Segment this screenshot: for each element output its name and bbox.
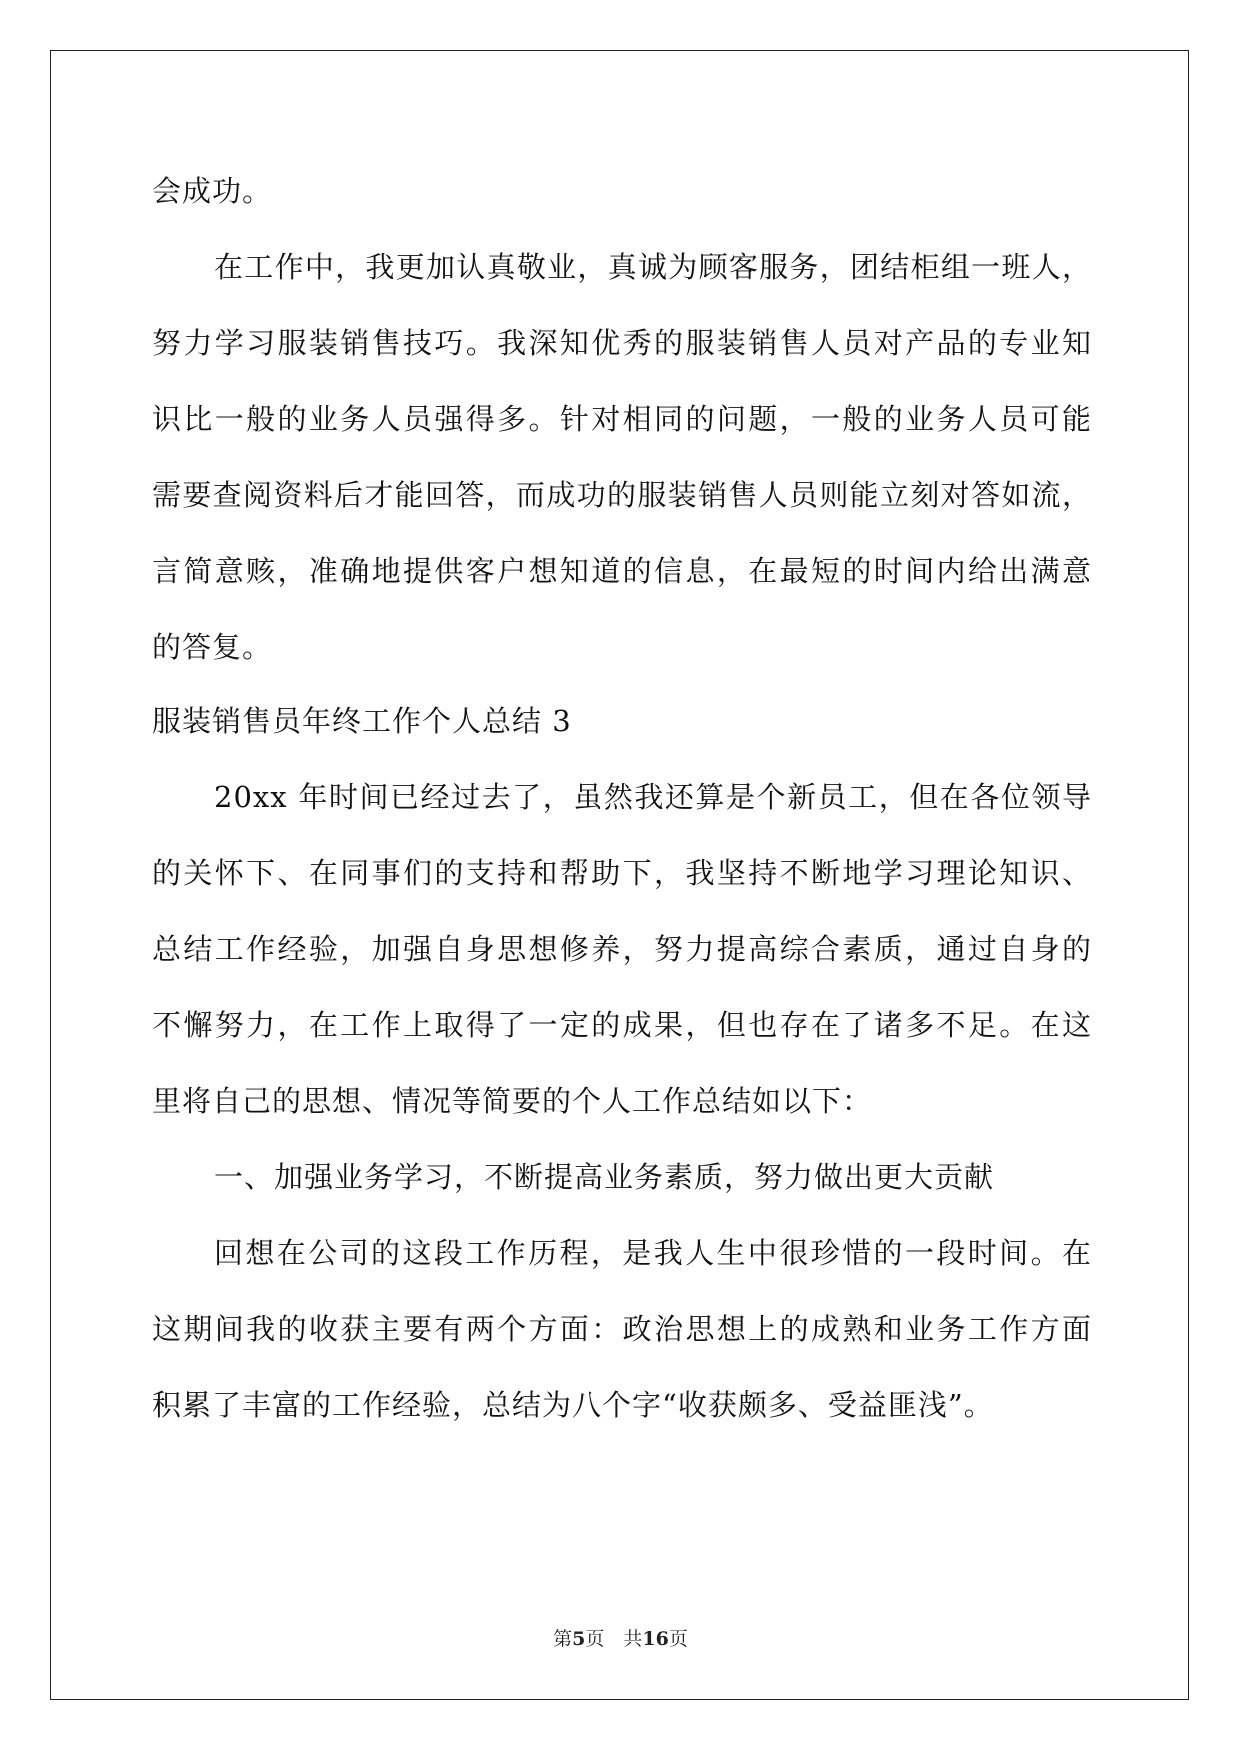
sub-heading: 一、加强业务学习，不断提高业务素质，努力做出更大贡献 <box>214 1160 995 1194</box>
footer-prefix: 第 <box>553 1628 573 1650</box>
page-footer <box>0 1627 1241 1651</box>
text-line-7: 的答复。 <box>152 630 273 664</box>
footer-middle: 页 共 <box>585 1628 643 1650</box>
text-line-3: 努力学习服装销售技巧。我深知优秀的服装销售人员对产品的专业知 <box>152 326 1092 360</box>
text-line-11: 总结工作经验，加强自身思想修养，努力提高综合素质，通过自身的 <box>152 932 1092 966</box>
text-line-10: 的关怀下、在同事们的支持和帮助下，我坚持不断地学习理论知识、 <box>152 856 1092 890</box>
text-line-4: 识比一般的业务人员强得多。针对相同的问题，一般的业务人员可能 <box>152 402 1092 436</box>
text-line-6: 言简意赅，准确地提供客户想知道的信息，在最短的时间内给出满意 <box>152 554 1092 588</box>
section-heading: 服装销售员年终工作个人总结 3 <box>152 704 572 738</box>
text-line-15: 回想在公司的这段工作历程，是我人生中很珍惜的一段时间。在 <box>214 1236 1092 1270</box>
text-line-2: 在工作中，我更加认真敬业，真诚为顾客服务，团结柜组一班人， <box>214 250 1092 284</box>
text-line-16: 这期间我的收获主要有两个方面：政治思想上的成熟和业务工作方面 <box>152 1312 1092 1346</box>
text-line-17: 积累了丰富的工作经验，总结为八个字“收获颇多、受益匪浅”。 <box>152 1388 994 1422</box>
text-line-1: 会成功。 <box>152 174 273 208</box>
text-line-9: 20xx 年时间已经过去了，虽然我还算是个新员工，但在各位领导 <box>214 780 1092 814</box>
footer-suffix: 页 <box>668 1628 688 1650</box>
text-line-5: 需要查阅资料后才能回答，而成功的服装销售人员则能立刻对答如流， <box>152 478 1092 512</box>
footer-total-pages: 16 <box>642 1628 669 1650</box>
text-line-12: 不懈努力，在工作上取得了一定的成果，但也存在了诸多不足。在这 <box>152 1008 1092 1042</box>
footer-page-number: 5 <box>572 1628 586 1650</box>
text-line-13: 里将自己的思想、情况等简要的个人工作总结如以下： <box>152 1084 873 1118</box>
